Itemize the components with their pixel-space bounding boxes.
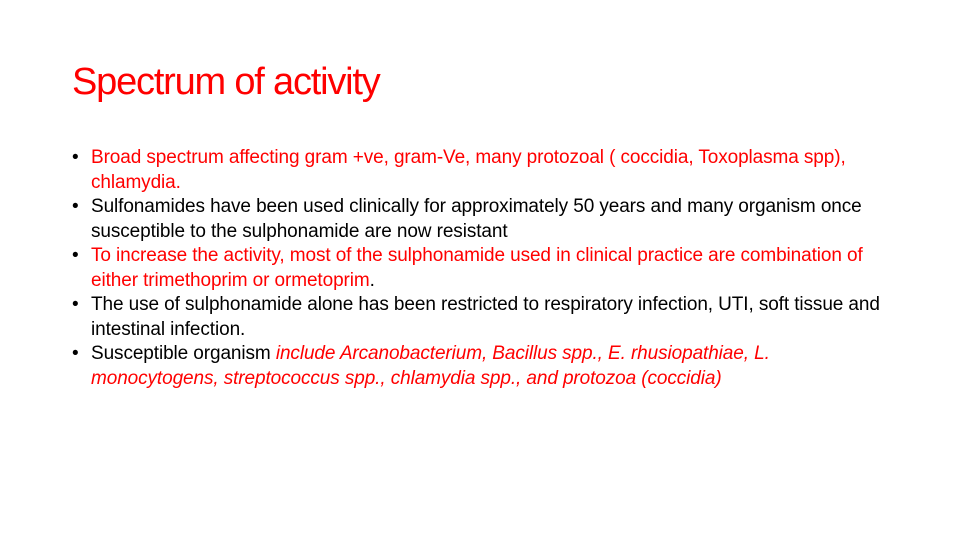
bullet-icon: •	[72, 196, 79, 217]
bullet-item	[72, 244, 902, 293]
bullet-item	[72, 293, 902, 342]
bullet-item	[72, 342, 902, 391]
bullet-text-period: .	[369, 269, 375, 291]
bullet-text: The use of sulphonamide alone has been restricted to respiratory infection, UTI, soft tissue and intestinal infection.	[91, 294, 880, 340]
bullet-icon: •	[72, 294, 79, 315]
slide-title: Spectrum of activity	[72, 61, 380, 103]
bullet-text: Broad spectrum affecting gram +ve, gram-Ve, many protozoal ( coccidia, Toxoplasma spp), chlamydia.	[91, 147, 846, 193]
bullet-text: Sulfonamides have been used clinically for approximately 50 years and many organism once susceptible to the sulphonamide are now resistant	[91, 196, 862, 242]
bullet-icon: •	[72, 147, 79, 168]
bullet-text-organisms: include Arcanobacterium, Bacillus spp., E. rhusiopathiae, L. monocytogens, streptococcus spp., chlamydia spp., and protozoa (coccidia)	[91, 343, 770, 389]
bullet-item	[72, 146, 902, 195]
bullet-list	[72, 146, 902, 391]
bullet-item	[72, 195, 902, 244]
bullet-text: To increase the activity, most of the sulphonamide used in clinical practice are combination of either trimethoprim or ormetoprim	[91, 245, 863, 291]
bullet-icon: •	[72, 245, 79, 266]
bullet-icon: •	[72, 343, 79, 364]
bullet-text-lead: Susceptible organism	[91, 343, 276, 364]
